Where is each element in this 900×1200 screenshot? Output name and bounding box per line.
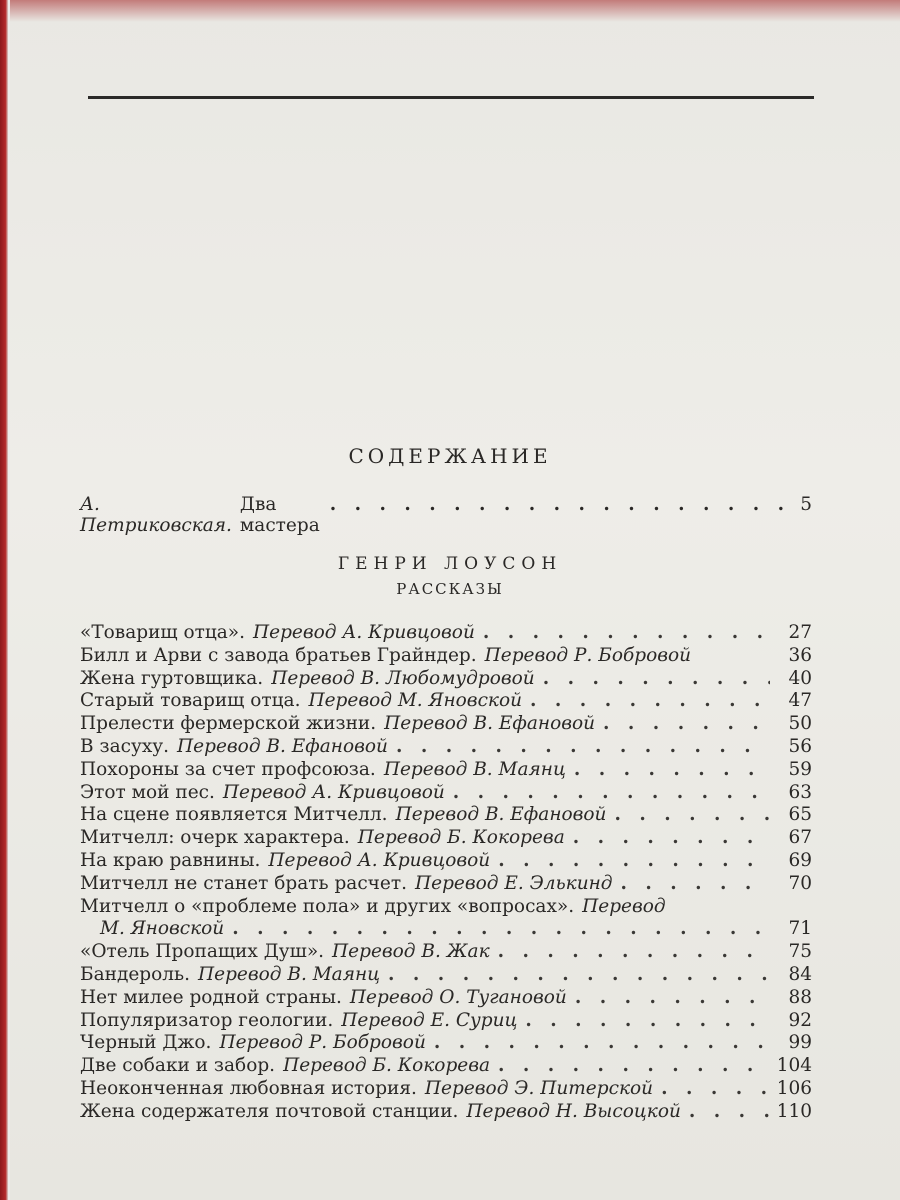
toc-entry[interactable] (80, 1101, 812, 1124)
entry-title: Неоконченная любовная история. (80, 1077, 417, 1099)
entry-translator: Перевод Б. Кокорева (283, 1055, 491, 1077)
entry-title: Митчелл: очерк характера. (80, 827, 350, 849)
entry-title: В засуху. (80, 735, 170, 757)
leader-dots (621, 873, 770, 896)
entry-title: На сцене появляется Митчелл. (80, 804, 388, 826)
entry-translator: Перевод Е. Суриц (341, 1009, 518, 1031)
entry-page: 106 (776, 1077, 812, 1099)
intro-title: Два мастера (239, 494, 320, 536)
toc-entry[interactable] (80, 873, 812, 896)
entry-translator: Перевод А. Кривцовой (222, 781, 445, 803)
leader-dots (498, 1055, 769, 1078)
entry-page: 110 (776, 1100, 812, 1122)
toc-entry[interactable] (80, 964, 812, 987)
toc-entry[interactable] (80, 1010, 812, 1033)
entry-page: 65 (788, 804, 812, 826)
entry-title: Митчелл не станет брать расчет. (80, 872, 407, 894)
leader-dots (396, 736, 770, 759)
entry-title: Билл и Арви с завода братьев Грайндер. (80, 644, 477, 666)
entry-title: Нет милее родной страны. (80, 986, 342, 1008)
leader-dots (575, 987, 770, 1010)
leader-dots (232, 918, 770, 941)
toc-entry[interactable] (80, 736, 812, 759)
toc-entry-intro[interactable] (80, 494, 812, 536)
entry-title: «Отель Пропащих Душ». (80, 941, 325, 963)
entry-translator: Перевод Р. Бобровой (484, 644, 692, 666)
entry-translator: Перевод В. Жак (332, 941, 490, 963)
entry-translator: Перевод М. Яновской (308, 690, 523, 712)
entry-translator: Перевод Р. Бобровой (219, 1032, 426, 1054)
entry-page: 50 (788, 713, 812, 735)
entry-page: 36 (788, 644, 812, 666)
entry-translator: Перевод А. Кривцовой (253, 622, 475, 643)
entry-translator-cont: М. Яновской (100, 918, 225, 940)
section-subtitle: РАССКАЗЫ (396, 580, 504, 598)
entry-title: Две собаки и забор. (80, 1055, 276, 1077)
toc-entry[interactable] (80, 804, 812, 827)
entry-translator: Перевод О. Тугановой (349, 986, 567, 1008)
contents-heading: СОДЕРЖАНИЕ (348, 444, 552, 468)
toc-entry[interactable] (80, 713, 812, 736)
intro-page: 5 (800, 494, 812, 515)
toc-entry[interactable] (80, 1055, 812, 1078)
toc-entry[interactable] (80, 941, 812, 964)
entry-title: Черный Джо. (80, 1032, 212, 1054)
toc-entry[interactable] (80, 668, 812, 691)
leader-dots (434, 1032, 770, 1055)
toc-entry[interactable] (80, 759, 812, 782)
entry-page: 47 (788, 690, 812, 712)
toc-entry[interactable] (80, 690, 812, 713)
entry-page: 92 (788, 1009, 812, 1031)
entry-page: 104 (776, 1055, 812, 1077)
entry-translator: Перевод В. Маянц (383, 758, 566, 780)
leader-dots (603, 713, 770, 736)
entry-page: 59 (788, 758, 812, 780)
entry-title: Бандероль. (80, 963, 190, 985)
toc-entry[interactable] (80, 896, 812, 942)
entry-page: 75 (788, 941, 812, 963)
toc-entry[interactable] (80, 987, 812, 1010)
entry-page: 27 (788, 622, 812, 643)
toc-entry[interactable] (80, 622, 812, 645)
leader-dots (483, 622, 770, 645)
entry-page: 99 (788, 1032, 812, 1054)
leader-dots (614, 804, 770, 827)
entry-translator: Перевод В. Ефановой (384, 713, 596, 735)
entry-translator: Перевод Е. Элькинд (414, 872, 613, 894)
toc-entry[interactable] (80, 645, 812, 668)
entry-title: Жена содержателя почтовой станции. (80, 1100, 459, 1122)
leader-dots (689, 1101, 769, 1124)
entry-translator: Перевод В. Ефановой (177, 735, 388, 757)
leader-dots (388, 964, 770, 987)
toc-entry[interactable] (80, 1032, 812, 1055)
entry-page: 40 (788, 667, 812, 689)
entry-title: Популяризатор геологии. (80, 1009, 334, 1031)
entry-translator: Перевод А. Кривцовой (268, 849, 491, 871)
leader-dots (530, 690, 770, 713)
leader-dots (573, 827, 770, 850)
entry-translator: Перевод Э. Питерской (424, 1077, 654, 1099)
entry-page: 84 (788, 963, 812, 985)
entry-title: Жена гуртовщика. (80, 667, 264, 689)
entry-title: На краю равнины. (80, 849, 261, 871)
entry-page: 67 (788, 827, 812, 849)
entry-page: 63 (788, 781, 812, 803)
entry-title: Прелести фермерской жизни. (80, 713, 377, 735)
cover-shadow (10, 0, 900, 22)
header-rule (88, 96, 814, 99)
entry-title: «Товарищ отца». (80, 622, 245, 643)
leader-dots (525, 1010, 770, 1033)
leader-dots (453, 782, 770, 805)
entry-translator: Перевод В. Маянц (197, 963, 381, 985)
toc-entry[interactable] (80, 782, 812, 805)
leader-dots (574, 759, 770, 782)
leader-dots (543, 668, 770, 691)
entry-translator: Перевод Н. Высоцкой (466, 1100, 681, 1122)
leader-dots (330, 494, 790, 515)
entry-translator: Перевод Б. Кокорева (357, 827, 565, 849)
entry-page: 71 (788, 918, 812, 940)
entry-page: 56 (788, 735, 812, 757)
book-cover-edge (0, 0, 8, 1200)
entry-translator: Перевод В. Любомудровой (271, 667, 535, 689)
intro-author: А. Петриковская. (80, 494, 232, 536)
leader-dots (661, 1078, 769, 1101)
entry-page: 70 (788, 872, 812, 894)
section-author: ГЕНРИ ЛОУСОН (337, 554, 563, 574)
entry-title: Митчелл о «проблеме пола» и других «вопросах». (80, 895, 575, 917)
toc-entry[interactable] (80, 850, 812, 873)
entry-translator: Перевод В. Ефановой (395, 804, 607, 826)
toc-entry[interactable] (80, 1078, 812, 1101)
entry-translator: Перевод (582, 895, 666, 917)
toc-list (80, 622, 812, 1124)
entry-title: Похороны за счет профсоюза. (80, 758, 376, 780)
entry-title: Этот мой пес. (80, 781, 215, 803)
toc-entry[interactable] (80, 827, 812, 850)
entry-title: Старый товарищ отца. (80, 690, 301, 712)
leader-dots (498, 941, 770, 964)
leader-dots (498, 850, 770, 873)
entry-page: 69 (788, 849, 812, 871)
entry-page: 88 (788, 986, 812, 1008)
